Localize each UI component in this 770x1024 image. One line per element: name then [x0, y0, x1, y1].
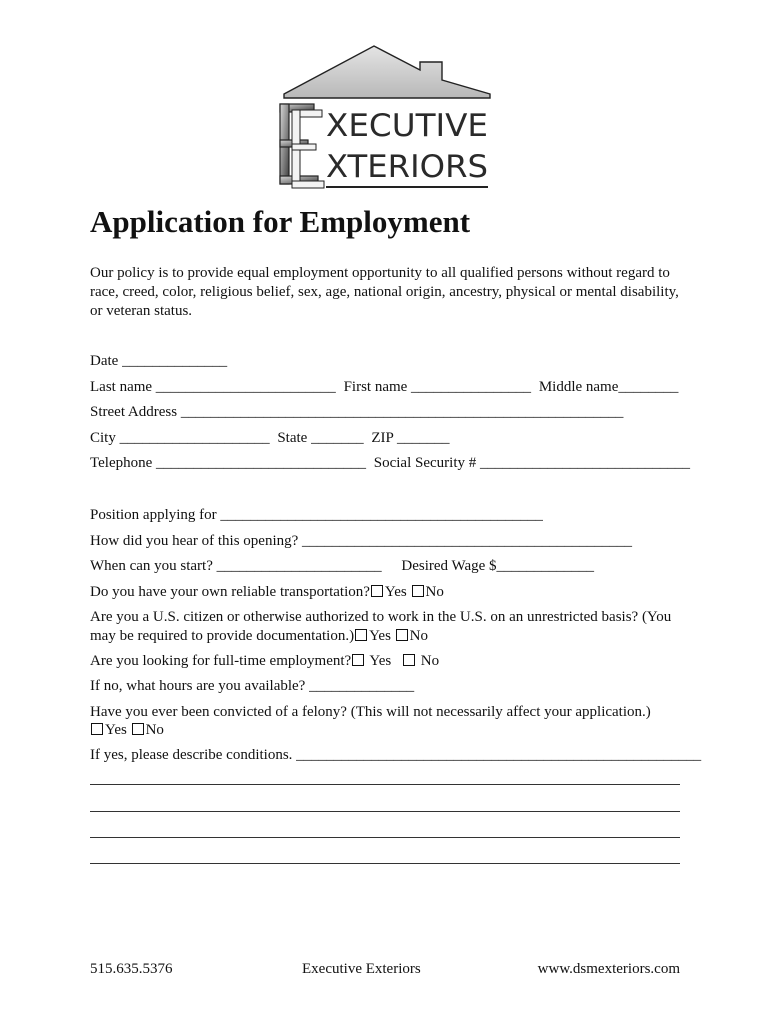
- transportation-question: [90, 583, 444, 602]
- transportation-label: Do you have your own reliable transportation?: [90, 584, 370, 600]
- fulltime-no-checkbox[interactable]: [403, 654, 415, 666]
- name-row: [90, 378, 678, 397]
- hours-available-field[interactable]: If no, what hours are you available? ______________: [90, 678, 415, 694]
- blank-writing-line[interactable]: [90, 863, 680, 864]
- felony-yes-checkbox[interactable]: [91, 723, 103, 735]
- citizen-question-line-2: [90, 627, 428, 646]
- first-name-field[interactable]: First name ________________: [343, 379, 532, 395]
- phone-ssn-row: [90, 454, 690, 473]
- felony-yes-label: Yes: [105, 722, 127, 738]
- social-security-field[interactable]: Social Security # ____________________________: [373, 455, 690, 471]
- fulltime-no-label: No: [420, 653, 440, 669]
- citizen-label: may be required to provide documentation.): [90, 628, 355, 644]
- hear-of-opening-field[interactable]: How did you hear of this opening? ____________________________________________: [90, 533, 633, 549]
- city-state-zip-row: [90, 429, 450, 448]
- transport-no-checkbox[interactable]: [412, 585, 424, 597]
- last-name-field[interactable]: Last name ________________________: [90, 379, 336, 395]
- position-field[interactable]: Position applying for ___________________________________________: [90, 507, 543, 523]
- transport-yes-checkbox[interactable]: [371, 585, 383, 597]
- blank-writing-line[interactable]: [90, 784, 680, 785]
- transport-yes-label: Yes: [384, 584, 407, 600]
- transport-no-label: No: [425, 584, 444, 600]
- street-address-field[interactable]: Street Address ___________________________________________________________: [90, 404, 624, 420]
- citizen-yes-checkbox[interactable]: [355, 629, 367, 641]
- executive-exteriors-logo: [276, 44, 492, 194]
- citizen-question-line-1: Are you a U.S. citizen or otherwise authorized to work in the U.S. on an unrestricted basis? (You: [90, 609, 672, 625]
- felony-no-label: No: [145, 722, 164, 738]
- fulltime-yes-label: Yes: [369, 653, 392, 669]
- footer-phone: 515.635.5376: [90, 961, 173, 977]
- desired-wage-field[interactable]: Desired Wage $_____________: [401, 558, 595, 574]
- page-title: Application for Employment: [90, 204, 471, 239]
- middle-name-field[interactable]: Middle name________: [538, 379, 679, 395]
- footer-company: Executive Exteriors: [302, 961, 421, 977]
- state-field[interactable]: State _______: [277, 430, 364, 446]
- logo-line-1: XECUTIVE: [326, 108, 488, 144]
- zip-field[interactable]: ZIP _______: [371, 430, 450, 446]
- citizen-yes-label: Yes: [369, 628, 391, 644]
- citizen-no-label: No: [409, 628, 429, 644]
- date-field[interactable]: Date ______________: [90, 353, 228, 369]
- describe-conditions-field[interactable]: If yes, please describe conditions. ______________________________________________________: [90, 747, 702, 763]
- telephone-field[interactable]: Telephone ____________________________: [90, 455, 367, 471]
- fulltime-yes-checkbox[interactable]: [352, 654, 364, 666]
- fulltime-label: Are you looking for full-time employment?: [90, 653, 352, 669]
- start-date-field[interactable]: When can you start? ______________________: [90, 558, 382, 574]
- felony-question: Have you ever been convicted of a felony? (This will not necessarily affect your application.): [90, 704, 651, 720]
- start-wage-row: [90, 557, 594, 576]
- felony-options: [90, 721, 164, 740]
- fulltime-question: [90, 652, 439, 671]
- city-field[interactable]: City ____________________: [90, 430, 270, 446]
- logo-line-2: XTERIORS: [326, 149, 488, 185]
- footer-website: www.dsmexteriors.com: [537, 961, 680, 977]
- blank-writing-line[interactable]: [90, 811, 680, 812]
- blank-writing-line[interactable]: [90, 837, 680, 838]
- citizen-no-checkbox[interactable]: [396, 629, 408, 641]
- felony-no-checkbox[interactable]: [132, 723, 144, 735]
- policy-statement: Our policy is to provide equal employment opportunity to all qualified persons without regard to race, creed, color, religious belief, sex, age, national origin, ancestry, physical or mental disability, or veteran status.: [90, 265, 679, 319]
